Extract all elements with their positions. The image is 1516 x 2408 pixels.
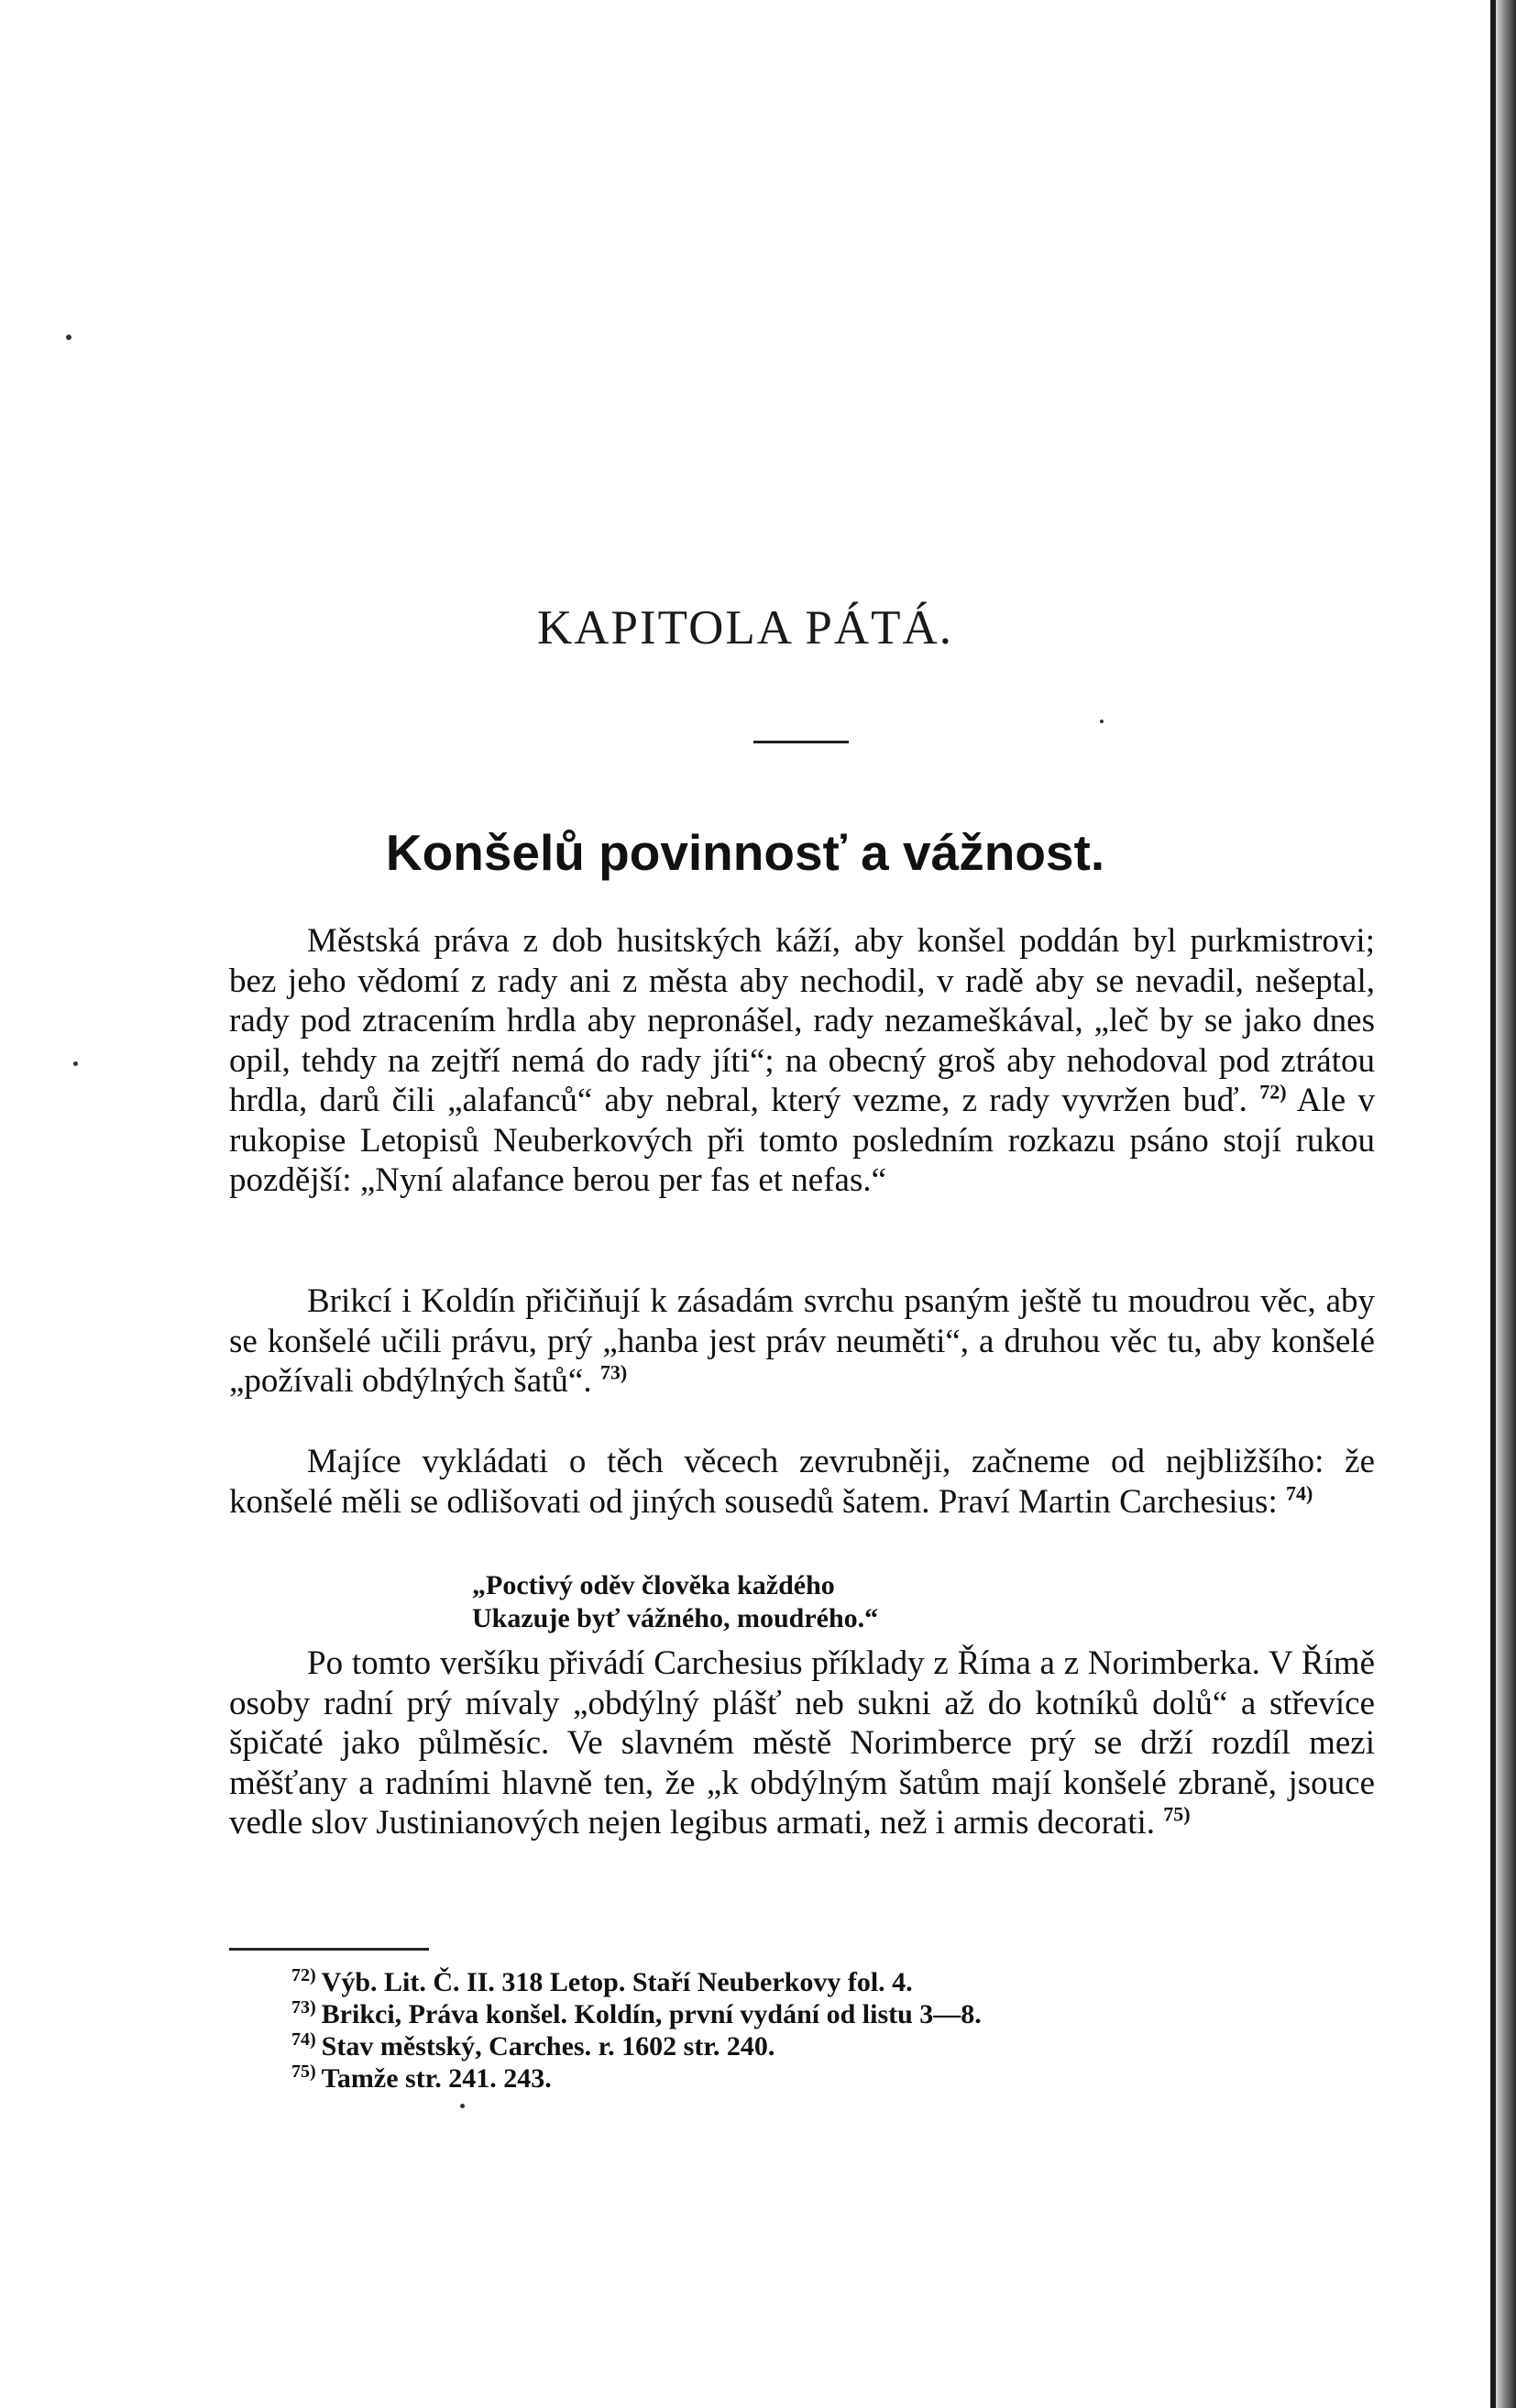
footnote-ref-75: 75) — [1163, 1802, 1191, 1826]
footnote-text: Brikci, Práva konšel. Koldín, první vydání od listu 3—8. — [321, 1999, 982, 2029]
paragraph-4 — [229, 1644, 1375, 1843]
footnote-divider — [229, 1948, 429, 1951]
footnote-74 — [291, 2030, 982, 2062]
paragraph-1-text: Městská práva z dob husitských káží, aby konšel poddán byl purkmistrovi; bez jeho vědomí z rady ani z města aby nechodil, v radě aby se nevadil, nešeptal, rady pod ztracením hrdla aby nepronášel, rady nezameškával, „leč by se jako dnes opil, tehdy na zejtří nemá do rady jíti“; na obecný groš aby nehodoval pod ztrátou hrdla, darů čili „alafanců“ aby nebral, který vezme, z rady vyvržen buď. — [229, 922, 1375, 1119]
paragraph-1 — [229, 921, 1375, 1201]
footnote-73 — [291, 1998, 982, 2030]
footnote-number: 72) — [291, 1965, 316, 1985]
footnote-number: 74) — [291, 2029, 316, 2050]
heading-divider — [753, 741, 849, 743]
verse-quote — [472, 1569, 878, 1635]
paper-speck — [460, 2104, 465, 2108]
footnote-text: Stav městský, Carches. r. 1602 str. 240. — [321, 2031, 775, 2062]
footnote-text: Tamže str. 241. 243. — [321, 2063, 552, 2094]
paragraph-2-text: Brikcí i Koldín přičiňují k zásadám svrchu psaným ještě tu moudrou věc, aby se konšelé učili právu, prý „hanba jest práv neuměti“, a druhou věc tu, aby konšelé „požívali obdýlných šatů“. — [229, 1282, 1375, 1400]
footnotes — [291, 1966, 982, 2095]
chapter-heading: KAPITOLA PÁTÁ. — [537, 601, 953, 654]
footnote-72 — [291, 1966, 982, 1998]
page-edge-shadow — [1496, 0, 1516, 2408]
footnote-number: 73) — [291, 1997, 316, 2018]
paragraph-4-text: Po tomto veršíku přivádí Carchesius příklady z Říma a z Norimberka. V Římě osoby radní prý mívaly „obdýlný plášť neb sukni až do kotníků dolů“ a střevíce špičaté jako půlměsíc. Ve slavném městě Norimberce prý se drží rozdíl mezi měšťany a radními hlavně ten, že „k obdýlným šatům mají konšelé zbraně, jsouce vedle slov Justinianových nejen legibus armati, než i armis decorati. — [229, 1644, 1375, 1842]
footnote-ref-72: 72) — [1259, 1080, 1287, 1104]
footnote-ref-74: 74) — [1285, 1481, 1313, 1505]
paragraph-3 — [229, 1442, 1375, 1522]
footnote-ref-73: 73) — [599, 1360, 628, 1384]
verse-line-1: „Poctivý oděv člověka každého — [472, 1570, 835, 1600]
section-title: Konšelů povinnosť a vážnost. — [385, 824, 1105, 881]
footnote-text: Výb. Lit. Č. II. 318 Letop. Staří Neuberkovy fol. 4. — [321, 1967, 913, 1997]
paragraph-1-continuation: Ale v rukopise Letopisů Neuberkových při tomto posledním rozkazu psáno stojí rukou pozdější: „Nyní alafance berou per fas et nefas.“ — [229, 1082, 1375, 1199]
footnote-75 — [291, 2062, 982, 2095]
footnote-number: 75) — [291, 2062, 316, 2082]
paragraph-2 — [229, 1281, 1375, 1402]
paper-speck — [1100, 720, 1104, 723]
paper-speck — [66, 335, 71, 340]
paragraph-3-text: Majíce vykládati o těch věcech zevrubněji, začneme od nejbližšího: že konšelé měli se odlišovati od jiných sousedů šatem. Praví Martin Carchesius: — [229, 1443, 1375, 1521]
paper-speck — [73, 1061, 78, 1066]
verse-line-2: Ukazuje byť vážného, moudrého.“ — [472, 1603, 879, 1633]
